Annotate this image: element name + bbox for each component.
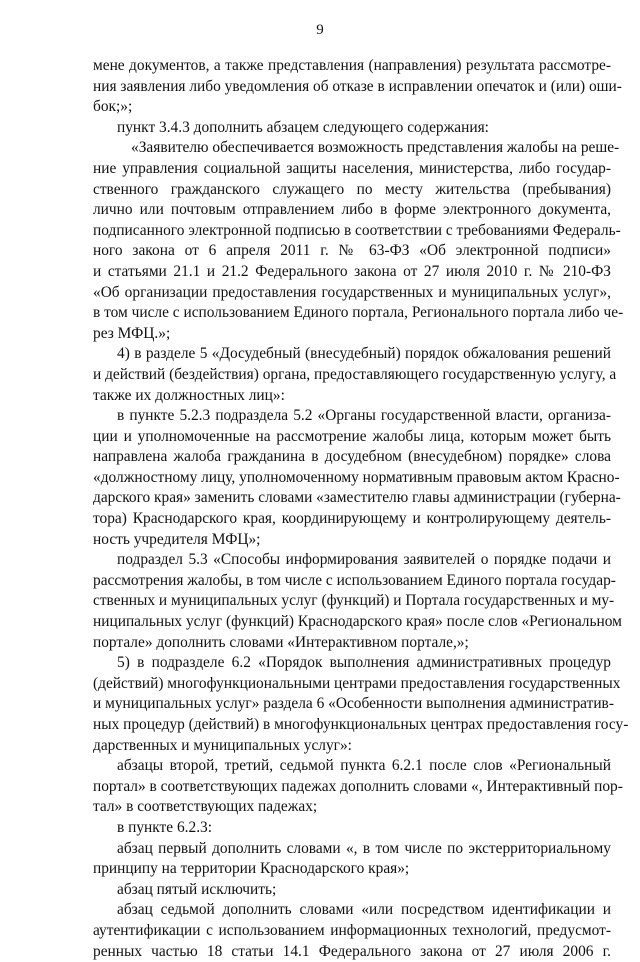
text-line: абзац седьмой дополнить словами «или посредством идентификации и <box>117 901 611 919</box>
page-number: 9 <box>316 22 324 38</box>
text-line: ных процедур (действий) в многофункциональных центрах предоставления госу- <box>93 716 629 733</box>
text-line: ренных частью 18 статьи 14.1 Федерального закона от 27 июля 2006 г. <box>93 942 611 960</box>
text-line: в пункте 5.2.3 подраздела 5.2 «Органы государственной власти, организа- <box>117 407 611 425</box>
text-line: аутентификации с использованием информационных технологий, предусмот- <box>93 921 611 939</box>
text-line: ного закона от 6 апреля 2011 г. № 63-ФЗ «Об электронной подписи» <box>93 242 611 260</box>
text-line: абзацы второй, третий, седьмой пункта 6.2.1 после слов «Региональный <box>117 757 611 775</box>
text-line: ции и уполномоченные на рассмотрение жалобы лица, которым может быть <box>93 427 611 445</box>
text-line: в пункте 6.2.3: <box>117 818 213 836</box>
text-line: 5) в подразделе 6.2 «Порядок выполнения административных процедур <box>117 654 611 672</box>
text-line: ность учредителя МФЦ»; <box>93 530 261 548</box>
document-body <box>93 56 629 962</box>
text-line: направлена жалоба гражданина в досудебном (внесудебном) порядке» слова <box>93 448 611 466</box>
text-line: абзац первый дополнить словами «, в том числе по экстерриториальному <box>117 839 611 857</box>
text-line: ниципальных услуг (функций) Краснодарского края» после слов «Региональном <box>93 613 622 631</box>
text-line: «Об организации предоставления государственных и муниципальных услуг», <box>93 283 611 301</box>
text-line: дарственных и муниципальных услуг»: <box>93 736 352 754</box>
text-line: лично или почтовым отправлением либо в форме электронного документа, <box>93 201 611 219</box>
text-line: портале» дополнить словами «Интерактивном портале,»; <box>93 633 469 651</box>
text-line: ственных и муниципальных услуг (функций) и Портала государственных и му- <box>93 592 615 610</box>
text-line: портал» в соответствующих падежах дополнить словами «, Интерактивный пор- <box>93 777 623 795</box>
text-line: дарского края» заменить словами «заместителю главы администрации (губерна- <box>93 489 621 507</box>
text-line: рез МФЦ.»; <box>93 324 171 342</box>
text-line: подраздел 5.3 «Способы информирования заявителей о порядке подачи и <box>117 551 611 569</box>
text-line: в том числе с использованием Единого портала, Регионального портала либо че- <box>93 304 624 322</box>
text-line: пункт 3.4.3 дополнить абзацем следующего содержания: <box>117 118 489 136</box>
text-line: 4) в разделе 5 «Досудебный (внесудебный) порядок обжалования решений <box>117 345 611 363</box>
text-line: и действий (бездействия) органа, предоставляющего государственную услугу, а <box>93 365 617 383</box>
text-line: «должностному лицу, уполномоченному нормативным правовым актом Красно- <box>93 468 620 486</box>
text-line: ния заявления либо уведомления об отказе в исправлении опечаток и (или) оши- <box>93 77 622 95</box>
text-line: подписанного электронной подписью в соответствии с требованиями Федераль- <box>93 221 621 239</box>
text-line: тал» в соответствующих падежах; <box>93 798 318 816</box>
text-line: и статьями 21.1 и 21.2 Федерального закона от 27 июля 2010 г. № 210-ФЗ <box>93 262 611 280</box>
text-line: абзац пятый исключить; <box>117 880 277 898</box>
text-line: ственного гражданского служащего по месту жительства (пребывания) <box>93 180 611 198</box>
text-line: и муниципальных услуг» раздела 6 «Особенности выполнения административ- <box>93 695 614 713</box>
text-line: принципу на территории Краснодарского края»; <box>93 860 410 878</box>
text-line: «Заявителю обеспечивается возможность представления жалобы на реше- <box>131 139 620 157</box>
text-line: ние управления социальной защиты населения, министерства, либо государ- <box>93 159 611 177</box>
text-line: рассмотрения жалобы, в том числе с использованием Единого портала государ- <box>93 571 616 589</box>
text-line: бок;»; <box>93 98 133 116</box>
text-line: тора) Краснодарского края, координирующему и контролирующему деятель- <box>93 510 611 528</box>
text-line: также их должностных лиц»: <box>93 386 285 404</box>
text-line: мене документов, а также представления (направления) результата рассмотре- <box>93 57 611 74</box>
text-line: (действий) многофункциональными центрами предоставления государственных <box>93 674 621 692</box>
